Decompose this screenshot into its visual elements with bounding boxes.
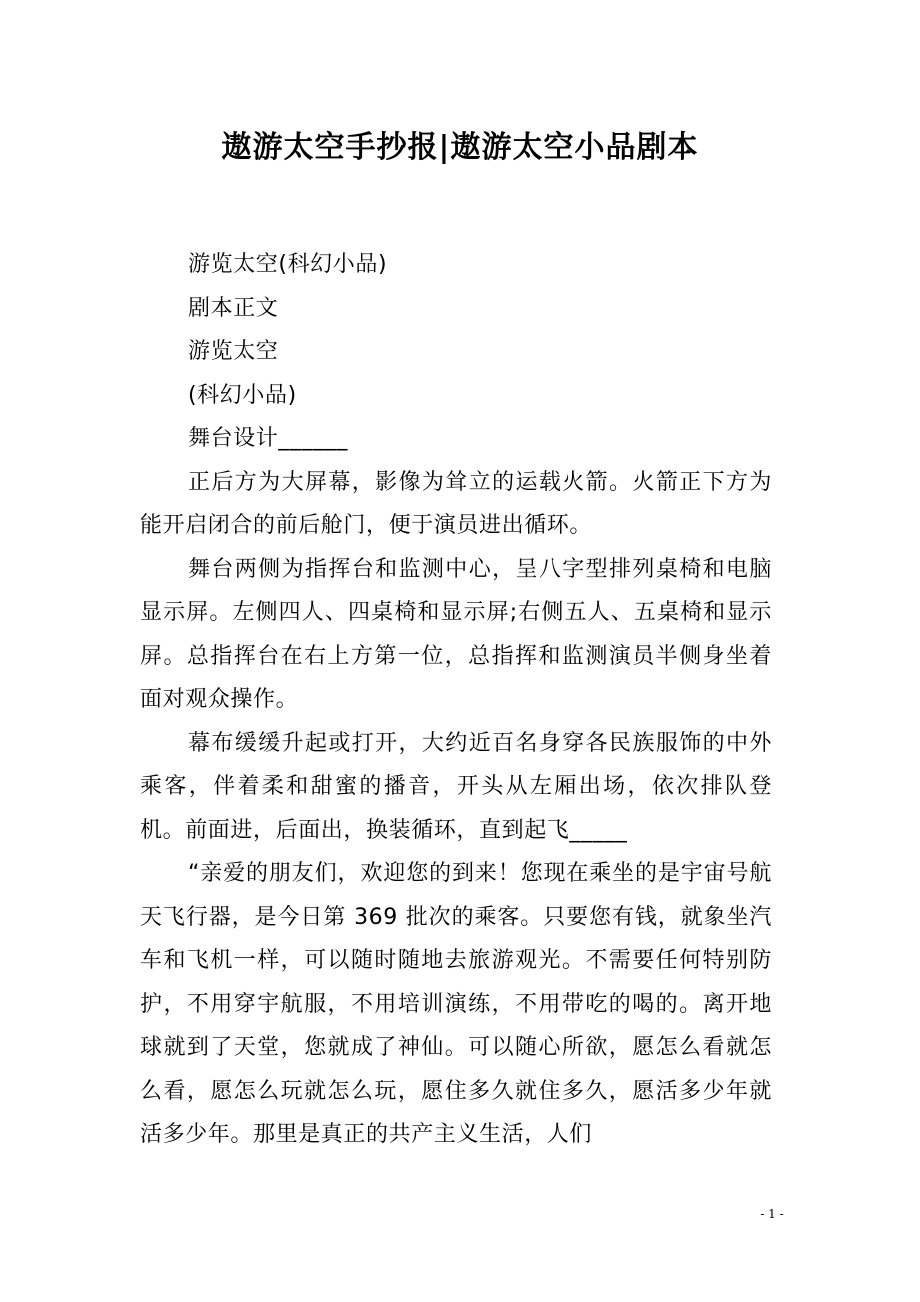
paragraph-play-title: 游览太空 bbox=[188, 339, 279, 364]
paragraph-subtitle: 游览太空(科幻小品) bbox=[188, 252, 388, 277]
paragraph-genre: (科幻小品) bbox=[188, 382, 297, 408]
paragraph-stage-sides: 舞台两侧为指挥台和监测中心，呈八字型排列桌椅和电脑显示屏。左侧四人、四桌椅和显示屏;右侧五人、五桌椅和显示屏。总指挥台在右上方第一位，总指挥和监测演员半侧身坐着面对观众操作。 bbox=[140, 556, 772, 712]
document-title: 遨游太空手抄报|遨游太空小品剧本 bbox=[221, 130, 699, 165]
paragraph-backstage: 正后方为大屏幕，影像为耸立的运载火箭。火箭正下方为能开启闭合的前后舱门，便于演员进出循环。 bbox=[140, 469, 772, 538]
page-number: - 1 - bbox=[760, 1207, 784, 1221]
paragraph-section-heading: 剧本正文 bbox=[188, 295, 279, 321]
document-body bbox=[140, 243, 772, 1157]
paragraph-curtain: 幕布缓缓升起或打开，大约近百名身穿各民族服饰的中外乘客，伴着柔和甜蜜的播音，开头从左厢出场，依次排队登机。前面进，后面出，换装循环，直到起飞_____ bbox=[140, 730, 772, 843]
paragraph-stage-design: 舞台设计______ bbox=[188, 426, 349, 451]
paragraph-announcement: “亲爱的朋友们，欢迎您的到来！您现在乘坐的是宇宙号航天飞行器，是今日第 369 批次的乘客。只要您有钱，就象坐汽车和飞机一样，可以随时随地去旅游观光。不需要任何特别防护，不用穿宇航服，不用培训演练，不用带吃的喝的。离开地球就到了天堂，您就成了神仙。可以随心所欲，愿怎么看就怎么看，愿怎么玩就怎么玩，愿住多久就住多久，愿活多少年就活多少年。那里是真正的共产主义生活，人们 bbox=[140, 861, 772, 1147]
